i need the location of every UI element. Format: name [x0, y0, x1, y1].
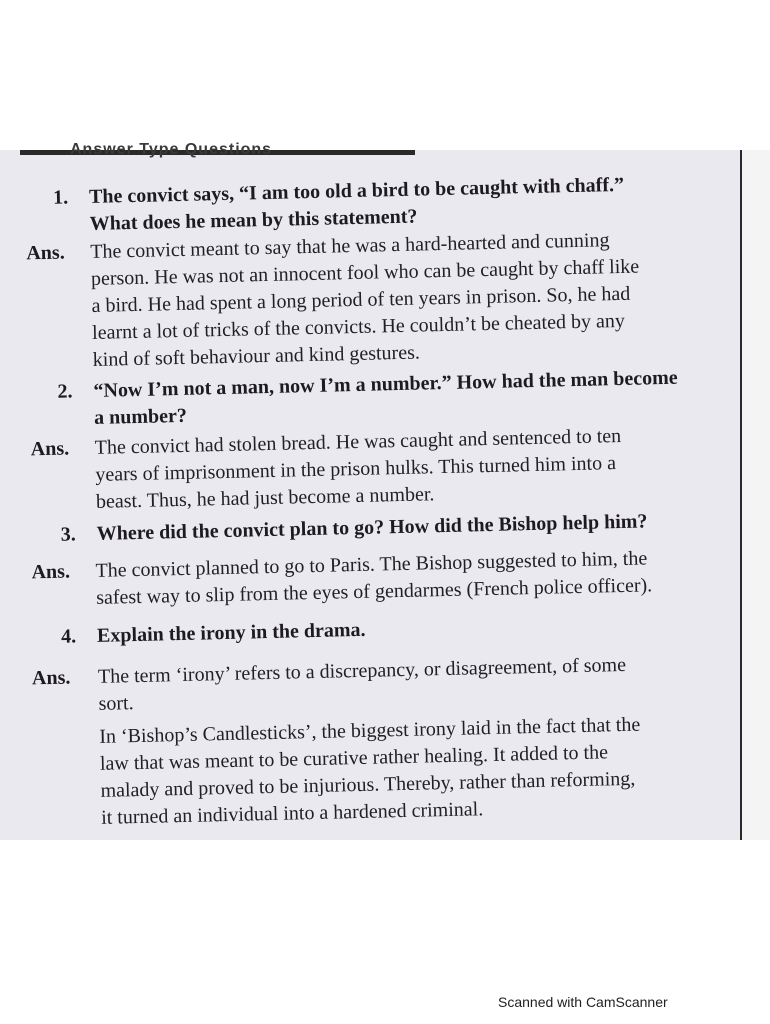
question-line: a number?	[93, 404, 188, 429]
answer-line: sort.	[98, 692, 134, 715]
question-number: 4.	[60, 625, 77, 648]
answer-label: Ans.	[26, 241, 65, 265]
answer-line: The convict meant to say that he was a hard-hearted and cunning	[90, 229, 610, 263]
question-number: 3.	[60, 523, 76, 546]
answer-line: person. He was not an innocent fool who can be caught by chaff like	[90, 255, 640, 290]
answer-line: safest way to slip from the eyes of gendarmes (French police officer).	[95, 574, 653, 609]
question-line: The convict says, “I am too old a bird to be caught with chaff.”	[88, 173, 625, 208]
scanned-page	[0, 141, 740, 840]
answer-line: beast. Thus, he had just become a number.	[95, 483, 435, 513]
answer-line: learnt a lot of tricks of the convicts. He couldn’t be cheated by any	[91, 309, 626, 344]
question-line: “Now I’m not a man, now I’m a number.” How had the man become	[93, 366, 678, 402]
question-number: 2.	[57, 380, 73, 403]
answer-label: Ans.	[31, 560, 71, 584]
answer-line: The convict planned to go to Paris. The Bishop suggested to him, the	[95, 547, 648, 582]
answer-line: malady and proved to be injurious. Thereby, rather than reforming,	[100, 767, 636, 802]
question-line: Where did the convict plan to go? How did the Bishop help him?	[96, 510, 648, 545]
answer-line: law that was meant to be curative rather healing. It added to the	[99, 741, 609, 775]
question-line: What does he mean by this statement?	[89, 205, 418, 235]
scanner-watermark: Scanned with CamScanner	[498, 994, 668, 1010]
answer-line: years of imprisonment in the prison hulks. This turned him into a	[95, 452, 617, 486]
answer-line: it turned an individual into a hardened criminal.	[100, 798, 484, 829]
answer-line: The convict had stolen bread. He was caught and sentenced to ten	[94, 424, 622, 459]
answer-line: kind of soft behaviour and kind gestures.	[92, 341, 421, 371]
answer-label: Ans.	[30, 437, 70, 461]
answer-line: In ‘Bishop’s Candlesticks’, the biggest irony laid in the fact that the	[99, 713, 641, 748]
answer-line: The term ‘irony’ refers to a discrepancy, or disagreement, of some	[97, 653, 627, 688]
section-header: Answer Type Questions	[70, 141, 273, 158]
page-edge	[740, 150, 770, 840]
question-line: Explain the irony in the drama.	[96, 618, 366, 647]
answer-line: a bird. He had spent a long period of ten years in prison. So, he had	[91, 282, 631, 317]
answer-label: Ans.	[31, 666, 71, 690]
question-number: 1.	[52, 186, 69, 209]
